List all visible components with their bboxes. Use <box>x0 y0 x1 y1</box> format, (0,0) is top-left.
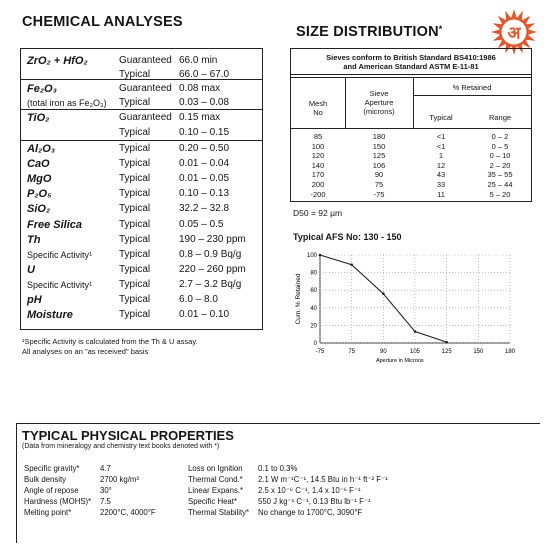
chemical-row <box>21 172 262 186</box>
chemical-type: Guaranteed <box>119 55 172 66</box>
chemical-name: Moisture <box>27 309 73 321</box>
sieve-cell-typical: 12 <box>436 160 446 170</box>
chemical-type: Typical <box>119 143 151 154</box>
y-axis-label: Cum. % Retained <box>295 273 302 325</box>
x-tick-label: 150 <box>473 349 484 355</box>
sieve-cell-mesh: -200 <box>310 189 326 199</box>
sieve-cell-typical: <1 <box>436 141 446 151</box>
chemical-type: Typical <box>119 309 151 320</box>
physical-properties-title: TYPICAL PHYSICAL PROPERTIES <box>22 428 234 443</box>
afs-number: Typical AFS No: 130 - 150 <box>293 232 402 242</box>
chemical-analyses-table <box>20 48 263 330</box>
y-tick-label: 0 <box>313 341 317 347</box>
chemical-value: 66.0 min <box>179 55 218 66</box>
chemical-value: 0.05 – 0.5 <box>179 219 224 230</box>
chemical-value: 220 – 260 ppm <box>179 264 246 275</box>
y-tick-label: 100 <box>306 253 317 259</box>
x-tick-label: 90 <box>379 349 387 355</box>
sieve-cell-aperture: 106 <box>372 160 386 170</box>
chemical-value: 0.01 – 0.05 <box>179 173 230 184</box>
chemical-name: Specific Activity¹ <box>27 280 93 290</box>
size-distribution-title <box>296 24 442 40</box>
sieve-cell-range: 0 – 10 <box>489 151 511 161</box>
col-typical-header: Typical <box>429 113 453 122</box>
chemical-type: Typical <box>119 97 151 108</box>
chemical-type: Guaranteed <box>119 112 172 123</box>
physical-label: Linear Expans.* <box>188 486 244 495</box>
sieve-cell-aperture: 90 <box>374 170 384 180</box>
chemical-row <box>21 218 262 232</box>
chemical-value: 0.01 – 0.10 <box>179 309 230 320</box>
chemical-row <box>21 293 262 307</box>
sieve-cell-range: 2 – 20 <box>489 160 511 170</box>
x-tick-label: 75 <box>348 349 356 355</box>
physical-label: Bulk density <box>24 475 67 484</box>
size-title-text: SIZE DISTRIBUTION <box>296 24 439 40</box>
physical-value: 2700 kg/m³ <box>100 475 140 484</box>
physical-label: Melting point* <box>24 508 72 517</box>
chemical-type: Typical <box>119 127 151 138</box>
size-title-mark: * <box>438 24 443 34</box>
sieve-cell-aperture: 125 <box>372 151 386 161</box>
chemical-row <box>21 54 262 68</box>
physical-label: Specific gravity* <box>24 464 80 473</box>
x-tick-label: 125 <box>441 349 452 355</box>
physical-label: Hardness (MOHS)* <box>24 497 92 506</box>
physical-label: Loss on Ignition <box>188 464 243 473</box>
chemical-name: ZrO₂ + HfO₂ <box>27 55 88 67</box>
chemical-name: Al₂O₃ <box>27 143 56 155</box>
physical-label: Thermal Cond.* <box>188 475 243 484</box>
sieve-cell-mesh: 140 <box>311 160 325 170</box>
chemical-type: Typical <box>119 173 151 184</box>
sieve-cell-range: 5 – 20 <box>489 189 511 199</box>
chemical-value: 66.0 – 67.0 <box>179 69 230 80</box>
chemical-value: 2.7 – 3.2 Bq/g <box>179 279 242 290</box>
chemical-name: Free Silica <box>27 219 83 231</box>
chemical-value: 0.20 – 0.50 <box>179 143 230 154</box>
sieve-cell-typical: 11 <box>437 189 445 199</box>
chemical-name: Fe₂O₃ <box>27 83 57 95</box>
col-aperture-header: Sieve Aperture (microns) <box>363 89 395 116</box>
chemical-type: Typical <box>119 203 151 214</box>
chemical-value: 0.08 max <box>179 83 221 94</box>
chemical-value: 0.03 – 0.08 <box>179 97 230 108</box>
chemical-name: Specific Activity¹ <box>27 250 93 260</box>
chemical-divider <box>21 79 262 80</box>
physical-value: No change to 1700°C, 3090°F <box>258 508 363 517</box>
physical-label: Thermal Stability* <box>188 508 250 517</box>
chemical-type: Typical <box>119 158 151 169</box>
sieve-cell-typical: 33 <box>436 180 446 189</box>
sieve-cell-typical: 43 <box>436 170 446 180</box>
physical-value: 550 J kg⁻¹ C⁻¹, 0.13 Btu lb⁻¹ F⁻¹ <box>258 497 371 506</box>
physical-value: 30° <box>100 486 112 495</box>
chemical-analyses-title: CHEMICAL ANALYSES <box>22 14 183 30</box>
chemical-row <box>21 233 262 247</box>
chemical-value: 190 – 230 ppm <box>179 234 246 245</box>
chemical-name: (total iron as Fe₂O₃) <box>27 98 107 108</box>
physical-value: 2.5 x 10⁻⁶ C⁻¹, 1.4 x 10⁻⁶ F⁻¹ <box>258 486 361 495</box>
x-tick-label: 180 <box>504 349 516 355</box>
physical-value: 0.1 to 0.3% <box>258 464 298 473</box>
physical-value: 7.5 <box>100 497 111 506</box>
y-tick-label: 20 <box>310 323 317 330</box>
y-tick-label: 40 <box>310 305 317 312</box>
logo-glyph: अ <box>507 23 521 44</box>
sieve-cell-mesh: 200 <box>311 180 325 189</box>
chemical-row <box>21 126 262 140</box>
chemical-row <box>21 308 262 322</box>
sieve-cell-typical: <1 <box>436 132 446 141</box>
sieve-standard-line2: and American Standard ASTM E-11-81 <box>343 62 479 71</box>
analysis-basis-note: All analyses on an "as received" basis <box>22 347 149 356</box>
data-point <box>350 263 353 266</box>
chemical-divider <box>21 109 262 110</box>
col-range-header: Range <box>488 113 512 122</box>
sieve-standard-line1: Sieves conform to British Standard BS410:1986 <box>326 53 496 62</box>
chemical-value: 0.15 max <box>179 112 221 123</box>
sieve-cell-mesh: 85 <box>313 132 323 141</box>
x-tick-label: -75 <box>315 349 325 355</box>
sieve-cell-mesh: 170 <box>311 170 325 180</box>
physical-value: 2.1 W m⁻¹C⁻¹, 14.5 Btu in h⁻¹ ft⁻² F⁻¹ <box>258 475 388 484</box>
sieve-cell-typical: 1 <box>438 151 444 161</box>
chemical-row <box>21 202 262 216</box>
y-tick-label: 80 <box>310 270 317 277</box>
chemical-name: MgO <box>27 173 52 185</box>
chemical-row <box>21 82 262 96</box>
data-point <box>445 341 448 344</box>
chemical-row <box>21 111 262 125</box>
chemical-type: Typical <box>119 234 151 245</box>
chemical-name: U <box>27 264 35 276</box>
sieve-cell-mesh: 100 <box>311 141 325 151</box>
chemical-row <box>21 248 262 262</box>
data-point <box>319 254 322 257</box>
chemical-name: CaO <box>27 158 50 170</box>
chemical-value: 6.0 – 8.0 <box>179 294 218 305</box>
chemical-type: Typical <box>119 219 151 230</box>
chemical-value: 0.10 – 0.13 <box>179 188 230 199</box>
chemical-type: Typical <box>119 279 151 290</box>
data-point <box>414 330 417 333</box>
chemical-row <box>21 278 262 292</box>
chemical-name: pH <box>27 294 42 306</box>
chemical-type: Typical <box>119 188 151 199</box>
sieve-cell-aperture: 150 <box>372 141 386 151</box>
chemical-row <box>21 263 262 277</box>
chemical-name: P₂O₅ <box>27 188 52 200</box>
chemical-type: Typical <box>119 294 151 305</box>
sieve-cell-aperture: -75 <box>373 189 385 199</box>
data-point <box>382 292 385 295</box>
chemical-value: 0.01 – 0.04 <box>179 158 230 169</box>
sieve-cell-range: 0 – 2 <box>491 132 509 141</box>
cumulative-retained-line <box>320 255 447 342</box>
sieve-cell-range: 0 – 5 <box>491 141 509 151</box>
physical-label: Specific Heat* <box>188 497 237 506</box>
chemical-value: 0.8 – 0.9 Bq/g <box>179 249 242 260</box>
sieve-table <box>290 48 532 202</box>
chemical-divider <box>21 140 262 141</box>
physical-properties-subtitle: (Data from mineralogy and chemistry text books denoted with *) <box>22 443 220 450</box>
specific-activity-note: ¹Specific Activity is calculated from the Th & U assay. <box>22 337 198 346</box>
y-tick-label: 60 <box>310 288 317 295</box>
physical-value: 4.7 <box>100 464 111 473</box>
chemical-type: Typical <box>119 249 151 260</box>
chemical-row <box>21 142 262 156</box>
physical-label: Angle of repose <box>24 486 79 495</box>
afs-cumulative-chart <box>290 245 530 370</box>
sieve-cell-aperture: 75 <box>374 180 384 189</box>
x-axis-label: Aperture in Microns <box>375 358 424 364</box>
d50-value: D50 = 92 µm <box>293 208 343 218</box>
chemical-name: SiO₂ <box>27 203 51 215</box>
chemical-type: Guaranteed <box>119 83 172 94</box>
x-tick-label: 105 <box>409 349 421 355</box>
chemical-name: TiO₂ <box>27 112 50 124</box>
chemical-row <box>21 187 262 201</box>
chemical-value: 0.10 – 0.15 <box>179 127 230 138</box>
sieve-cell-range: 35 – 55 <box>487 170 513 180</box>
col-retained-header: % Retained <box>452 83 492 92</box>
chemical-type: Typical <box>119 69 151 80</box>
physical-value: 2200°C, 4000°F <box>100 508 156 517</box>
chemical-row <box>21 157 262 171</box>
chemical-value: 32.2 – 32.8 <box>179 203 230 214</box>
chemical-type: Typical <box>119 264 151 275</box>
chemical-name: Th <box>27 234 41 246</box>
sieve-cell-range: 25 – 44 <box>487 180 513 189</box>
col-mesh-header: Mesh No <box>308 99 328 117</box>
sieve-cell-aperture: 180 <box>372 132 386 141</box>
chemical-row <box>21 96 262 110</box>
sieve-cell-mesh: 120 <box>311 151 325 161</box>
